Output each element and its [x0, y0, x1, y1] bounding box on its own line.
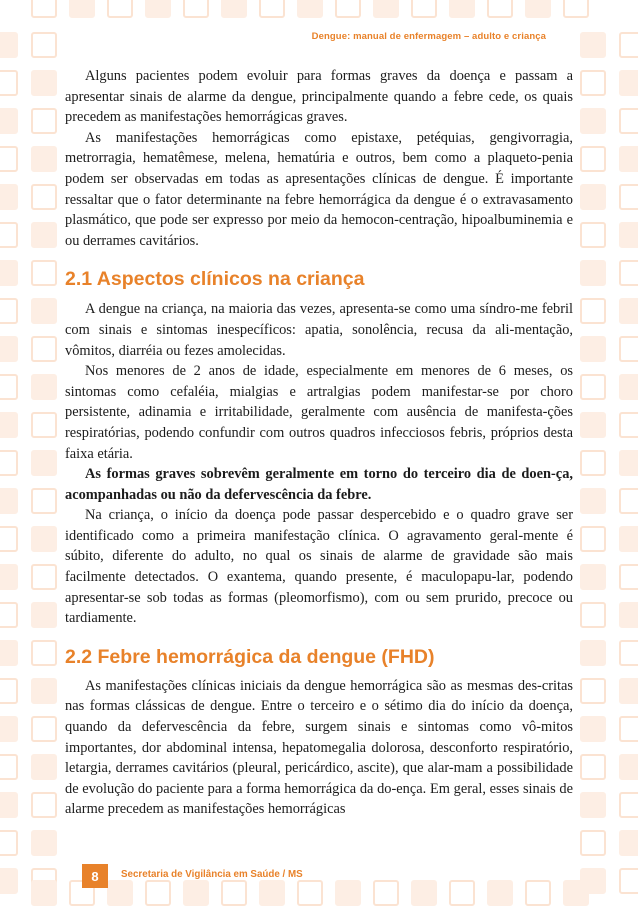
decorative-square	[580, 526, 606, 552]
decorative-square	[145, 880, 171, 906]
decorative-square	[0, 108, 18, 134]
decorative-square	[580, 108, 606, 134]
section-2-2-paragraph-1: As manifestações clínicas iniciais da dengue hemorrágica são as mesmas des-critas nas formas clássicas de dengue. Entre o terceiro e o sétimo dia do início da doença, quando da defervescência da febre, surgem sinais e sintomas como vô-mitos importantes, dor abdominal intensa, hepatomegalia dolorosa, desconforto respiratório, letargia, derrames cavitários (pleural, pericárdico, ascite), que alar-mam a possibilidade de evolução do paciente para a forma hemorrágica da do-ença. Em geral, esses sinais de alarme precedem as manifestações hemorrágicas	[65, 677, 573, 818]
decorative-square	[0, 564, 18, 590]
decorative-square	[449, 880, 475, 906]
decorative-square	[373, 0, 399, 18]
decorative-square	[580, 678, 606, 704]
decorative-square	[31, 70, 57, 96]
decorative-square	[31, 298, 57, 324]
intro-paragraph-1: Alguns pacientes podem evoluir para formas graves da doença e passam a apresentar sinais de alarme da dengue, principalmente quando a febre cede, os quais precedem as manifestações hemorrágicas graves.	[65, 68, 573, 126]
decorative-square	[580, 32, 606, 58]
decorative-square	[31, 222, 57, 248]
decorative-square	[31, 374, 57, 400]
decorative-square	[31, 108, 57, 134]
decorative-square	[31, 260, 57, 286]
intro-paragraph-2: As manifestações hemorrágicas como epistaxe, petéquias, gengivorragia, metrorragia, hematêmese, melena, hematúria e outros, bem como a plaqueto-penia podem ser observadas em todas as apresentações clínicas de dengue. É importante ressaltar que o fator determinante na febre hemorrágica da dengue é o extravasamento plasmático, que pode ser expresso por meio da hemocon-centração, hipoalbuminemia e ou derrames cavitários.	[65, 129, 573, 249]
decorative-square	[0, 32, 18, 58]
decorative-square	[619, 640, 638, 666]
decorative-square	[335, 880, 361, 906]
decorative-square	[31, 640, 57, 666]
decorative-square	[619, 70, 638, 96]
decorative-square	[31, 678, 57, 704]
decorative-square	[31, 602, 57, 628]
decorative-square	[580, 412, 606, 438]
decorative-square	[580, 602, 606, 628]
decorative-square	[580, 488, 606, 514]
decorative-square	[31, 880, 57, 906]
decorative-square	[487, 0, 513, 18]
decorative-square	[31, 526, 57, 552]
decorative-square	[31, 792, 57, 818]
decorative-square	[0, 70, 18, 96]
decorative-square	[411, 0, 437, 18]
decorative-square	[0, 754, 18, 780]
decorative-square	[619, 830, 638, 856]
decorative-square	[619, 754, 638, 780]
decorative-square	[449, 0, 475, 18]
decorative-square	[619, 32, 638, 58]
section-2-1-paragraph-1: A dengue na criança, na maioria das vezes, apresenta-se como uma síndro-me febril com sinais e sintomas inespecíficos: apatia, sonolência, recusa da ali-mentação, vômitos, diarréia ou fezes amolecidas.	[65, 301, 573, 359]
decorative-square	[619, 602, 638, 628]
decorative-square	[297, 0, 323, 18]
decorative-square	[259, 880, 285, 906]
decorative-square	[0, 374, 18, 400]
decorative-square	[145, 0, 171, 18]
section-2-1-paragraph-3: Na criança, o início da doença pode passar despercebido e o quadro grave ser identificado como a primeira manifestação clínica. O agravamento geral-mente é súbito, diferente do adulto, no qual os sinais de alarme de gravidade são mais facilmente detectados. O exantema, quando presente, é maculopapu-lar, podendo apresentar-se sob todas as formas (pleomorfismo), com ou sem prurido, precoce ou tardiamente.	[65, 507, 573, 627]
decorative-square	[619, 412, 638, 438]
decorative-square	[619, 678, 638, 704]
decorative-square	[0, 792, 18, 818]
decorative-square	[580, 564, 606, 590]
decorative-square	[0, 488, 18, 514]
section-2-1-bold-paragraph: As formas graves sobrevêm geralmente em torno do terceiro dia de doen-ça, acompanhadas ou não da defervescência da febre.	[65, 466, 573, 503]
decorative-square	[619, 222, 638, 248]
decorative-square	[31, 412, 57, 438]
decorative-square	[31, 830, 57, 856]
decorative-square	[0, 298, 18, 324]
decorative-square	[297, 880, 323, 906]
decorative-square	[619, 564, 638, 590]
decorative-square	[619, 298, 638, 324]
decorative-square	[619, 184, 638, 210]
decorative-square	[0, 868, 18, 894]
decorative-square	[221, 880, 247, 906]
decorative-square	[0, 716, 18, 742]
decorative-square	[107, 0, 133, 18]
decorative-square	[373, 880, 399, 906]
decorative-square	[31, 716, 57, 742]
decorative-square	[580, 830, 606, 856]
decorative-square	[31, 488, 57, 514]
decorative-square	[619, 260, 638, 286]
decorative-square	[335, 0, 361, 18]
decorative-square	[580, 336, 606, 362]
decorative-square	[0, 412, 18, 438]
decorative-square	[580, 792, 606, 818]
decorative-square	[259, 0, 285, 18]
decorative-square	[0, 678, 18, 704]
decorative-square	[580, 146, 606, 172]
decorative-square	[619, 716, 638, 742]
decorative-square	[31, 564, 57, 590]
running-header: Dengue: manual de enfermagem – adulto e criança	[311, 31, 546, 42]
decorative-square	[580, 450, 606, 476]
decorative-square	[31, 450, 57, 476]
decorative-square	[563, 0, 589, 18]
decorative-square	[580, 260, 606, 286]
decorative-square	[31, 336, 57, 362]
decorative-square	[580, 298, 606, 324]
decorative-square	[31, 32, 57, 58]
decorative-square	[0, 222, 18, 248]
decorative-square	[580, 70, 606, 96]
decorative-square	[107, 880, 133, 906]
decorative-square	[0, 450, 18, 476]
decorative-square	[0, 602, 18, 628]
section-heading-2-2: 2.2 Febre hemorrágica da dengue (FHD)	[65, 645, 435, 668]
decorative-square	[0, 830, 18, 856]
decorative-square	[0, 260, 18, 286]
decorative-square	[580, 222, 606, 248]
decorative-square	[619, 146, 638, 172]
decorative-square	[619, 374, 638, 400]
decorative-square	[580, 184, 606, 210]
decorative-square	[0, 146, 18, 172]
decorative-square	[183, 0, 209, 18]
decorative-square	[69, 0, 95, 18]
decorative-square	[31, 146, 57, 172]
decorative-square	[31, 0, 57, 18]
decorative-square	[221, 0, 247, 18]
decorative-square	[580, 754, 606, 780]
decorative-square	[619, 336, 638, 362]
decorative-square	[411, 880, 437, 906]
decorative-square	[0, 526, 18, 552]
decorative-square	[619, 450, 638, 476]
decorative-square	[525, 880, 551, 906]
decorative-square	[619, 868, 638, 894]
section-heading-2-1: 2.1 Aspectos clínicos na criança	[65, 268, 365, 291]
footer-publisher: Secretaria de Vigilância em Saúde / MS	[121, 869, 303, 880]
decorative-square	[31, 184, 57, 210]
decorative-square	[31, 754, 57, 780]
page-content	[65, 66, 573, 820]
decorative-square	[619, 108, 638, 134]
section-2-1-paragraph-2: Nos menores de 2 anos de idade, especialmente em menores de 6 meses, os sintomas como cefaléia, mialgias e artralgias podem manifestar-se por choro persistente, adinamia e irritabilidade, geralmente com ausência de manifesta-ções respiratórias, podendo confundir com outros quadros infecciosos febris, próprios desta faixa etária.	[65, 363, 573, 462]
decorative-square	[563, 880, 589, 906]
page-number: 8	[82, 864, 108, 888]
decorative-square	[0, 184, 18, 210]
decorative-square	[619, 526, 638, 552]
decorative-square	[580, 716, 606, 742]
decorative-square	[619, 488, 638, 514]
decorative-square	[0, 640, 18, 666]
decorative-square	[0, 336, 18, 362]
decorative-square	[580, 640, 606, 666]
decorative-square	[619, 792, 638, 818]
decorative-square	[183, 880, 209, 906]
decorative-square	[487, 880, 513, 906]
decorative-square	[580, 374, 606, 400]
decorative-square	[525, 0, 551, 18]
